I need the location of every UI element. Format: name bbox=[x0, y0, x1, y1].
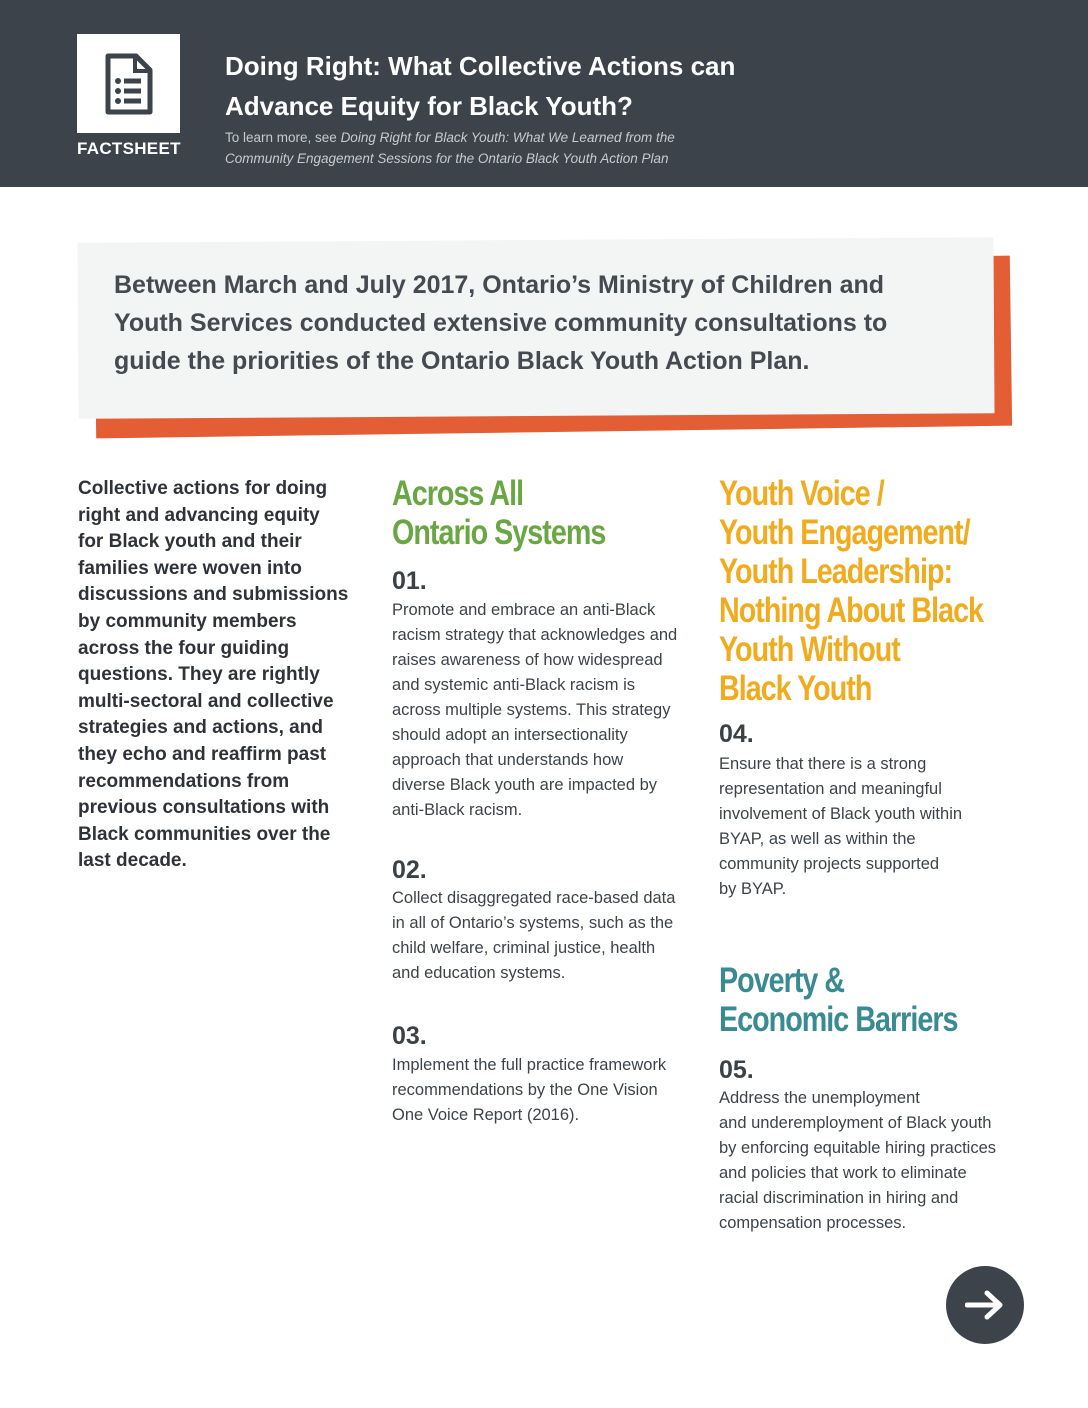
body-line: and systemic anti-Black racism is bbox=[392, 676, 635, 694]
lead-line: right and advancing equity bbox=[78, 504, 320, 526]
arrow-right-icon bbox=[965, 1289, 1005, 1321]
lead-line: for Black youth and their bbox=[78, 531, 302, 553]
item-number: 01. bbox=[392, 567, 427, 595]
header-banner bbox=[0, 0, 1088, 187]
factsheet-badge bbox=[77, 34, 180, 133]
body-line: recommendations by the One Vision bbox=[392, 1081, 658, 1099]
item-body-4 bbox=[719, 752, 1029, 902]
lead-line: by community members bbox=[78, 610, 297, 632]
intro-line-1: Between March and July 2017, Ontario’s Ministry of Children and bbox=[114, 271, 885, 299]
body-line: by enforcing equitable hiring practices bbox=[719, 1139, 996, 1157]
heading-line: Nothing About Black bbox=[719, 591, 984, 630]
heading-line: Youth Engagement/ bbox=[719, 513, 970, 552]
intro-text bbox=[114, 266, 974, 380]
body-line: by BYAP. bbox=[719, 880, 787, 898]
lead-line: discussions and submissions bbox=[78, 584, 349, 606]
section-heading-poverty bbox=[719, 961, 957, 1039]
page-subtitle bbox=[225, 127, 785, 169]
document-list-icon bbox=[104, 52, 154, 116]
body-line: raises awareness of how widespread bbox=[392, 651, 663, 669]
item-body-5 bbox=[719, 1086, 1029, 1236]
heading-line: Youth Leadership: bbox=[719, 552, 953, 591]
body-line: Implement the full practice framework bbox=[392, 1056, 667, 1074]
heading-line: Ontario Systems bbox=[392, 513, 606, 552]
lead-line: previous consultations with bbox=[78, 797, 330, 819]
intro-line-3: guide the priorities of the Ontario Black Youth Action Plan. bbox=[114, 347, 810, 375]
lead-line: questions. They are rightly bbox=[78, 664, 320, 686]
item-number: 04. bbox=[719, 720, 754, 748]
heading-line: Youth Without bbox=[719, 630, 900, 669]
item-number: 05. bbox=[719, 1056, 754, 1084]
body-line: BYAP, as well as within the bbox=[719, 830, 916, 848]
body-line: and underemployment of Black youth bbox=[719, 1114, 992, 1132]
section-heading-systems bbox=[392, 474, 605, 552]
intro-line-2: Youth Services conducted extensive community consultations to bbox=[114, 309, 888, 337]
item-body-2 bbox=[392, 886, 702, 986]
subtitle-prefix: To learn more, see bbox=[225, 130, 341, 145]
body-line: Collect disaggregated race-based data bbox=[392, 889, 676, 907]
body-line: Ensure that there is a strong bbox=[719, 755, 927, 773]
lead-line: Collective actions for doing bbox=[78, 478, 328, 499]
lead-line: recommendations from bbox=[78, 770, 290, 792]
title-line-2: Advance Equity for Black Youth? bbox=[225, 91, 633, 121]
body-line: diverse Black youth are impacted by bbox=[392, 776, 658, 794]
lead-paragraph bbox=[78, 476, 363, 875]
heading-line: Poverty & bbox=[719, 961, 845, 1000]
badge-label: FACTSHEET bbox=[77, 139, 181, 158]
lead-line: Black communities over the bbox=[78, 823, 331, 845]
lead-line: last decade. bbox=[78, 850, 187, 872]
section-heading-youth bbox=[719, 474, 983, 708]
heading-line: Across All bbox=[392, 474, 524, 513]
lead-line: families were woven into bbox=[78, 557, 302, 579]
body-line: racism strategy that acknowledges and bbox=[392, 626, 678, 644]
item-number: 02. bbox=[392, 856, 427, 884]
subtitle-italic-2: Community Engagement Sessions for the Ontario Black Youth Action Plan bbox=[225, 151, 669, 166]
body-line: should adopt an intersectionality bbox=[392, 726, 628, 744]
heading-line: Black Youth bbox=[719, 669, 872, 708]
body-line: compensation processes. bbox=[719, 1214, 907, 1232]
body-line: approach that understands how bbox=[392, 751, 624, 769]
body-line: involvement of Black youth within bbox=[719, 805, 963, 823]
body-line: child welfare, criminal justice, health bbox=[392, 939, 656, 957]
lead-line: strategies and actions, and bbox=[78, 717, 323, 739]
body-line: across multiple systems. This strategy bbox=[392, 701, 671, 719]
body-line: and education systems. bbox=[392, 964, 566, 982]
body-line: racial discrimination in hiring and bbox=[719, 1189, 959, 1207]
body-line: One Voice Report (2016). bbox=[392, 1106, 580, 1124]
heading-line: Youth Voice / bbox=[719, 474, 884, 513]
body-line: Address the unemployment bbox=[719, 1089, 920, 1107]
item-number: 03. bbox=[392, 1022, 427, 1050]
body-line: Promote and embrace an anti-Black bbox=[392, 601, 656, 619]
lead-line: they echo and reaffirm past bbox=[78, 743, 327, 765]
body-line: anti-Black racism. bbox=[392, 801, 523, 819]
lead-line: multi-sectoral and collective bbox=[78, 690, 334, 712]
heading-line: Economic Barriers bbox=[719, 1000, 958, 1039]
next-page-button[interactable] bbox=[946, 1266, 1024, 1344]
body-line: representation and meaningful bbox=[719, 780, 942, 798]
body-line: and policies that work to eliminate bbox=[719, 1164, 967, 1182]
page-title bbox=[225, 46, 825, 126]
body-line: community projects supported bbox=[719, 855, 940, 873]
title-line-1: Doing Right: What Collective Actions can bbox=[225, 51, 736, 81]
body-line: in all of Ontario’s systems, such as the bbox=[392, 914, 674, 932]
item-body-1 bbox=[392, 598, 702, 823]
item-body-3 bbox=[392, 1053, 702, 1128]
subtitle-italic-1: Doing Right for Black Youth: What We Learned from the bbox=[340, 130, 675, 145]
lead-line: across the four guiding bbox=[78, 637, 290, 659]
